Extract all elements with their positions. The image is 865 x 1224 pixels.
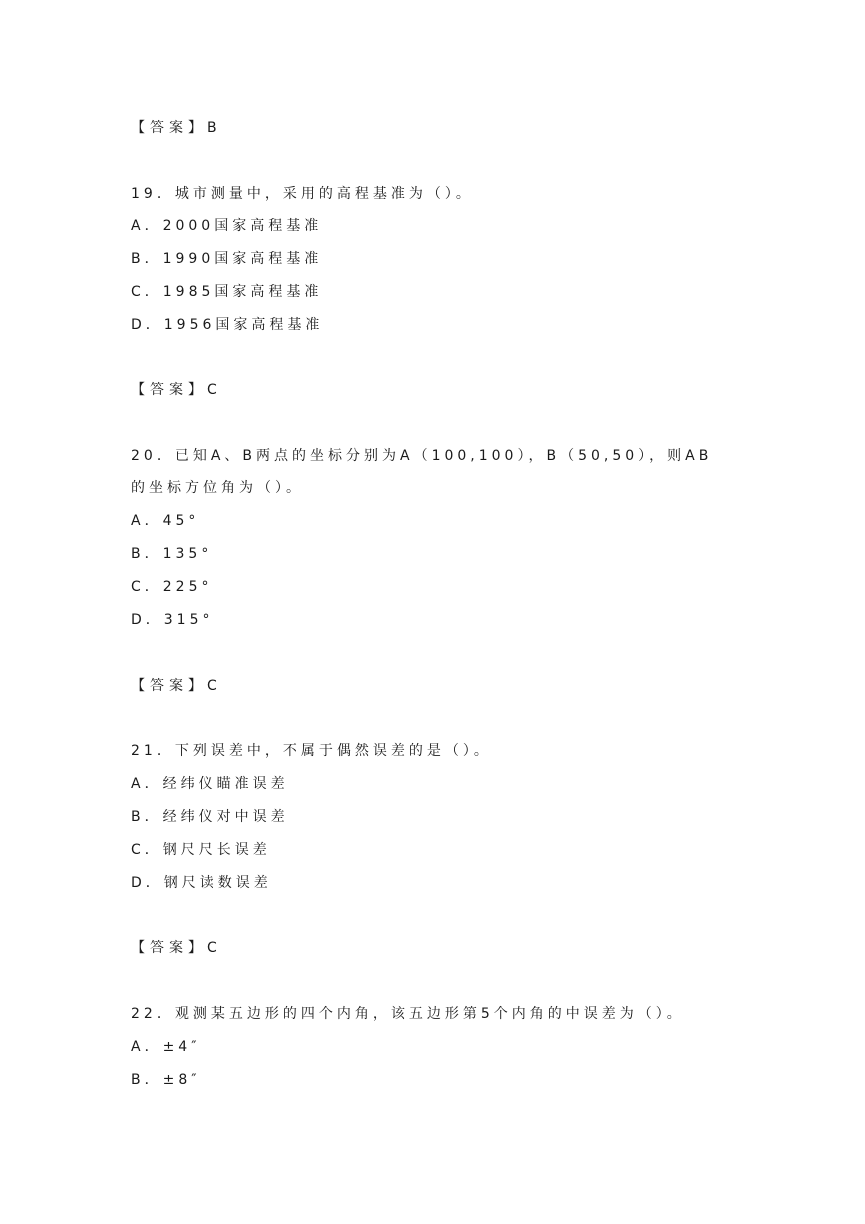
question-22-stem: 22．观测某五边形的四个内角，该五边形第5个内角的中误差为（）。 [131,1006,685,1022]
question-22-option-a: A．±4″ [131,1039,201,1055]
question-21-option-b: B．经纬仪对中误差 [131,809,289,825]
question-20-option-c: C．225° [131,579,213,595]
question-19-stem: 19．城市测量中，采用的高程基准为（）。 [131,186,474,202]
question-20-stem-line2: 的坐标方位角为（）。 [131,480,304,496]
question-19-answer: 【答案】C [131,382,222,398]
question-21-stem: 21．下列误差中，不属于偶然误差的是（）。 [131,743,492,759]
question-21-option-d: D．钢尺读数误差 [131,875,272,891]
question-22-option-b: B．±8″ [131,1072,201,1088]
question-20-option-b: B．135° [131,546,213,562]
question-21-option-c: C．钢尺尺长误差 [131,842,271,858]
question-19-option-c: C．1985国家高程基准 [131,284,323,300]
question-19-option-b: B．1990国家高程基准 [131,251,323,267]
question-21-answer: 【答案】C [131,940,222,956]
question-20-answer: 【答案】C [131,678,222,694]
question-21-option-a: A．经纬仪瞄准误差 [131,776,289,792]
question-20-stem-line1: 20．已知A、B两点的坐标分别为A（100,100），B（50,50），则AB [131,448,713,464]
answer-label: 【答案】B [131,120,222,136]
question-19-option-a: A．2000国家高程基准 [131,218,323,234]
question-19-option-d: D．1956国家高程基准 [131,317,324,333]
question-20-option-a: A．45° [131,513,200,529]
question-20-option-d: D．315° [131,612,214,628]
